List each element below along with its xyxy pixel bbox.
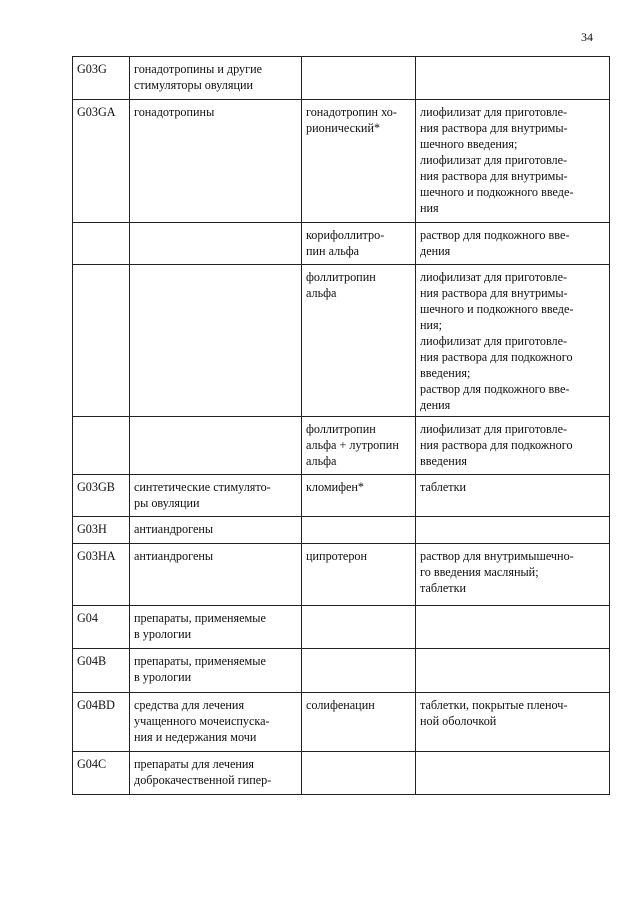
group-name-cell: антиандрогены [130,544,302,606]
dosage-form-cell: лиофилизат для приготовле- ния раствора для внутримы- шечного и подкожного введе- ния; лиофилизат для приготовле- ния раствора для подкожного введения; раствор для подкожного вве- дения [416,265,610,417]
atc-code-cell [73,223,130,265]
dosage-form-cell: раствор для подкожного вве- дения [416,223,610,265]
group-name-cell [130,417,302,475]
drug-name-cell: солифенацин [302,693,416,752]
atc-code-cell: G03G [73,57,130,100]
table-row [73,693,610,752]
drug-name-cell [302,752,416,795]
table-row [73,752,610,795]
table-row [73,223,610,265]
group-name-cell: гонадотропины и другие стимуляторы овуляции [130,57,302,100]
atc-code-cell: G04B [73,649,130,693]
drug-name-cell [302,606,416,649]
table-row [73,265,610,417]
dosage-form-cell: раствор для внутримышечно- го введения масляный; таблетки [416,544,610,606]
dosage-form-cell: лиофилизат для приготовле- ния раствора для внутримы- шечного введения; лиофилизат для приготовле- ния раствора для внутримы- шечного и подкожного введе- ния [416,100,610,223]
group-name-cell [130,265,302,417]
dosage-form-cell [416,606,610,649]
dosage-form-cell [416,57,610,100]
drug-name-cell: кломифен* [302,475,416,517]
drug-name-cell: фоллитропин альфа + лутропин альфа [302,417,416,475]
dosage-form-cell [416,649,610,693]
drug-name-cell: фоллитропин альфа [302,265,416,417]
dosage-form-cell: лиофилизат для приготовле- ния раствора для подкожного введения [416,417,610,475]
group-name-cell: гонадотропины [130,100,302,223]
dosage-form-cell: таблетки, покрытые пленоч- ной оболочкой [416,693,610,752]
drug-name-cell: ципротерон [302,544,416,606]
table-row [73,475,610,517]
atc-code-cell: G04C [73,752,130,795]
group-name-cell: средства для лечения учащенного мочеиспуска- ния и недержания мочи [130,693,302,752]
atc-code-cell: G03GA [73,100,130,223]
drug-classification-table [72,56,610,795]
group-name-cell: препараты, применяемые в урологии [130,606,302,649]
table-row [73,57,610,100]
dosage-form-cell: таблетки [416,475,610,517]
group-name-cell: антиандрогены [130,517,302,544]
drug-name-cell: корифоллитро- пин альфа [302,223,416,265]
atc-code-cell: G04BD [73,693,130,752]
group-name-cell: препараты, применяемые в урологии [130,649,302,693]
drug-name-cell [302,517,416,544]
atc-code-cell: G03HA [73,544,130,606]
drug-name-cell: гонадотропин хо- рионический* [302,100,416,223]
atc-code-cell: G03GB [73,475,130,517]
group-name-cell: препараты для лечения доброкачественной гипер- [130,752,302,795]
table-row [73,606,610,649]
table-row [73,417,610,475]
atc-code-cell [73,417,130,475]
atc-code-cell [73,265,130,417]
atc-code-cell: G03H [73,517,130,544]
atc-code-cell: G04 [73,606,130,649]
drug-name-cell [302,649,416,693]
dosage-form-cell [416,752,610,795]
table-row [73,544,610,606]
group-name-cell [130,223,302,265]
page-number: 34 [581,30,593,44]
group-name-cell: синтетические стимулято- ры овуляции [130,475,302,517]
table-row [73,649,610,693]
table-row [73,517,610,544]
drug-name-cell [302,57,416,100]
dosage-form-cell [416,517,610,544]
table-row [73,100,610,223]
